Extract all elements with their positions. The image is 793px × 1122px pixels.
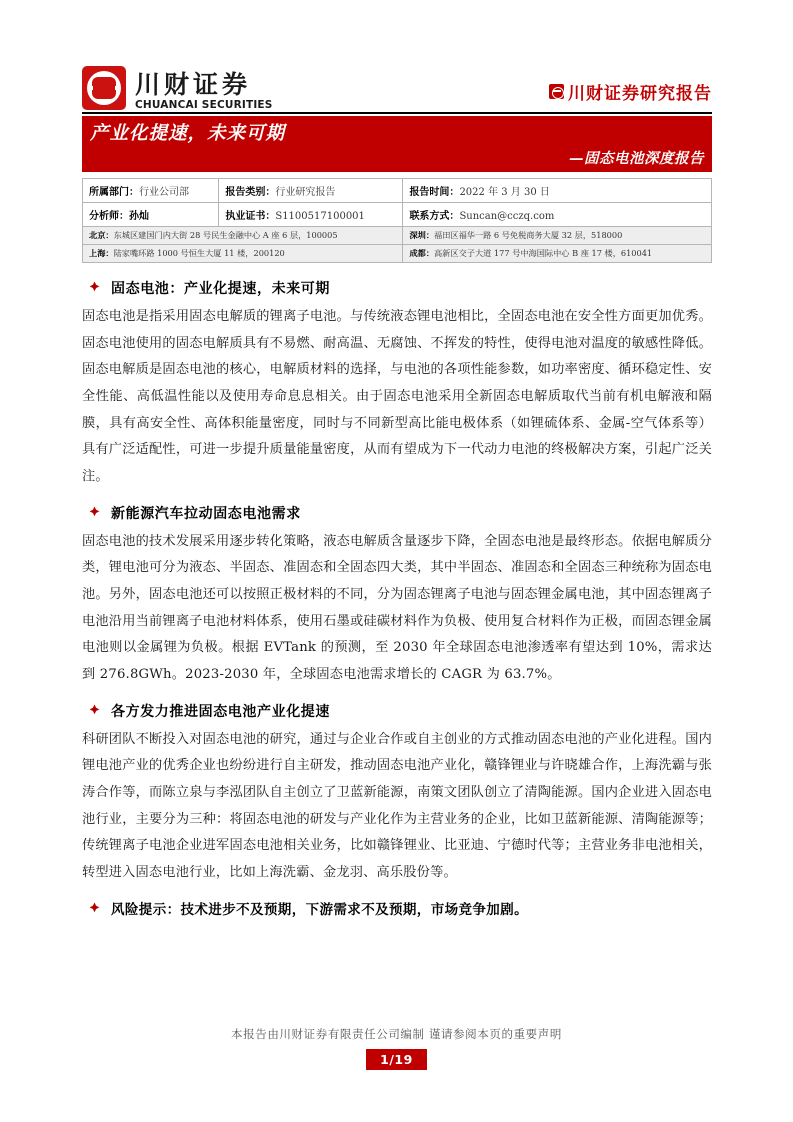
section-title: 新能源汽车拉动固态电池需求	[111, 505, 301, 522]
meta-cell-license: 执业证书：S1100517100001	[219, 203, 403, 227]
risk-warning	[88, 898, 712, 918]
section-paragraph: 科研团队不断投入对固态电池的研究，通过与企业合作或自主创业的方式推动固态电池的产业化进程。国内锂电池产业的优秀企业也纷纷进行自主研发，推动固态电池产业化，赣锋锂业与许晓雄合作，上海洗霸与张涛合作等，而陈立泉与李泓团队自主创立了卫蓝新能源，南策文团队创立了清陶能源。国内企业进入固态电池行业，主要分为三种：将固态电池的研发与产业化作为主营业务的企业，比如卫蓝新能源、清陶能源等；传统锂离子电池企业进军固态电池相关业务，比如赣锋锂业、比亚迪、宁德时代等；主营业务非电池相关，转型进入固态电池行业，比如上海洗霸、金龙羽、高乐股份等。	[82, 731, 712, 880]
risk-warning-text: 风险提示：技术进步不及预期，下游需求不及预期，市场竞争加剧。	[111, 902, 528, 919]
page-footer	[0, 1026, 793, 1070]
company-name-cn: 川财证券	[135, 69, 252, 99]
section-heading	[88, 278, 712, 298]
section-paragraph: 固态电池的技术发展采用逐步转化策略，液态电解质含量逐步下降，全固态电池是最终形态。依据电解质分类，锂电池可分为液态、半固态、准固态和全固态四大类，其中半固态、准固态和全固态三种统称为固态电池。另外，固态电池还可以按照正极材料的不同，分为固态锂离子电池与固态锂金属电池，其中固态锂离子电池沿用当前锂离子电池材料体系，使用石墨或硅碳材料作为负极、使用复合材料作为正极，而固态锂金属电池则以金属锂为负极。根据 EVTank 的预测，至 2030 年全球固态电池渗透率有望达到 10%，需求达到 276.8GWh。2023-2030 年，全球固态电池需求增长的 CAGR 为 63.7%。	[82, 533, 712, 682]
section-nev-demand	[82, 503, 712, 689]
diamond-bullet-icon	[88, 281, 101, 294]
meta-cell-contact[interactable]: 联系方式：Suncan@cczq.com	[403, 203, 712, 227]
address-shenzhen: 深圳：福田区福华一路 6 号免税商务大厦 32 层，518000	[403, 227, 712, 245]
meta-cell-analyst: 分析师：孙灿	[83, 203, 219, 227]
report-series-label	[549, 79, 712, 110]
table-row	[83, 203, 712, 227]
section-paragraph: 固态电池是指采用固态电解质的锂离子电池。与传统液态锂电池相比，全固态电池在安全性方面更加优秀。固态电池使用的固态电解质具有不易燃、耐高温、无腐蚀、不挥发的特性，使得电池对温度的敏感性降低。固态电解质是固态电池的核心，电解质材料的选择，与电池的各项性能参数，如功率密度、循环稳定性、安全性能、高低温性能以及使用寿命息息相关。由于固态电池采用全新固态电解质取代当前有机电解液和隔膜，具有高安全性、高体积能量密度，同时与不同新型高比能电极体系（如锂硫体系、金属-空气体系等）具有广泛适配性，可进一步提升质量能量密度，从而有望成为下一代动力电池的终极解决方案，引起广泛关注。	[82, 309, 712, 484]
page-number-badge: 1/19	[366, 1049, 427, 1070]
company-logo	[82, 66, 273, 110]
meta-cell-department: 所属部门：行业公司部	[83, 179, 219, 203]
address-shanghai: 上海：陆家嘴环路 1000 号恒生大厦 11 楼，200120	[83, 245, 403, 263]
table-row-address	[83, 245, 712, 263]
page-title: 产业化提速，未来可期	[90, 123, 286, 144]
section-title: 各方发力推进固态电池产业化提速	[111, 703, 330, 720]
report-body	[82, 278, 712, 924]
report-series-text: 川财证券研究报告	[568, 84, 712, 104]
footer-disclaimer: 本报告由川财证券有限责任公司编制 谨请参阅本页的重要声明	[231, 1027, 562, 1041]
report-meta-table	[82, 178, 712, 263]
page-subtitle: —固态电池深度报告	[569, 150, 704, 167]
section-heading	[88, 701, 712, 721]
diamond-bullet-icon	[88, 704, 101, 717]
address-chengdu: 成都：高新区交子大道 177 号中海国际中心 B 座 17 楼，610041	[403, 245, 712, 263]
company-name-en: CHUANCAI SECURITIES	[135, 98, 273, 111]
section-industrialization	[82, 701, 712, 887]
meta-cell-date: 报告时间：2022 年 3 月 30 日	[403, 179, 712, 203]
title-banner	[82, 116, 712, 172]
section-heading	[88, 503, 712, 523]
meta-cell-category: 报告类别：行业研究报告	[219, 179, 403, 203]
diamond-bullet-icon	[88, 902, 101, 915]
chuancai-mini-logo-icon	[549, 84, 564, 99]
chuancai-logo-icon	[82, 66, 126, 110]
page-header	[82, 52, 712, 114]
table-row-address	[83, 227, 712, 245]
table-row	[83, 179, 712, 203]
section-solid-state-battery	[82, 278, 712, 491]
address-beijing: 北京：东城区建国门内大街 28 号民生金融中心 A 座 6 层，100005	[83, 227, 403, 245]
section-title: 固态电池：产业化提速，未来可期	[111, 281, 330, 297]
diamond-bullet-icon	[88, 506, 101, 519]
